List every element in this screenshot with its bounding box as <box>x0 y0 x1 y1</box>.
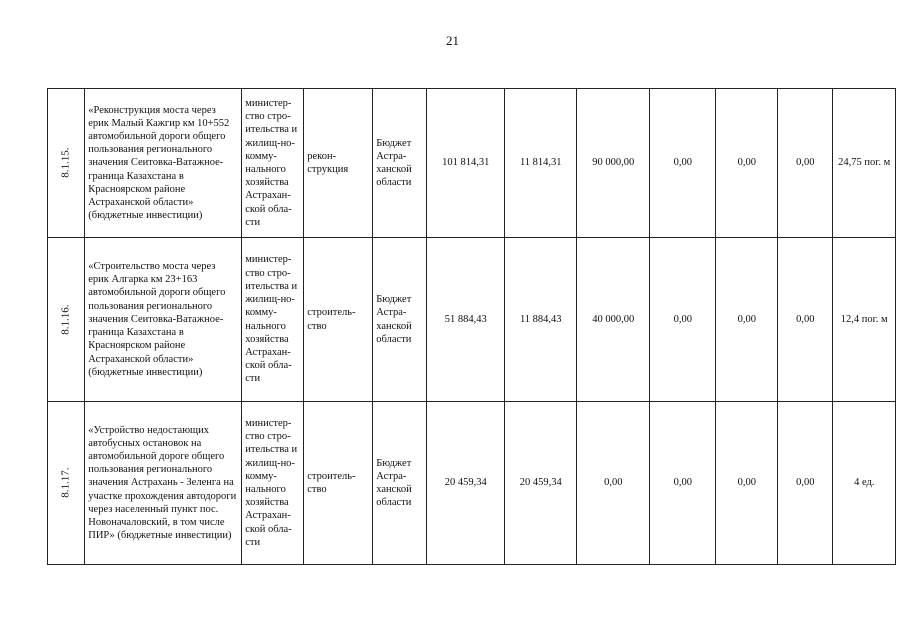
executor: министер-ство стро-ительства и жилищ-но-комму-нального хозяйства Астрахан-ской обла-сти <box>242 89 304 238</box>
value-2: 0,00 <box>577 402 650 565</box>
value-4: 0,00 <box>716 238 778 402</box>
program-table <box>47 88 896 565</box>
value-3: 0,00 <box>650 89 716 238</box>
table-row <box>48 402 896 565</box>
funding-source: Бюджет Астра-ханской области <box>373 402 427 565</box>
value-2: 40 000,00 <box>577 238 650 402</box>
measure-name: «Устройство недостающих автобусных остановок на автомобильной дороге общего пользования регионального значения Астрахань - Зеленга на участке прохождения автодороги через населенный пункт пос. Новоначаловский, в том числе ПИР» (бюджетные инвестиции) <box>85 402 242 565</box>
result-indicator: 24,75 пог. м <box>833 89 896 238</box>
table-row <box>48 238 896 402</box>
value-3: 0,00 <box>650 238 716 402</box>
total-value: 20 459,34 <box>427 402 505 565</box>
work-type: строитель-ство <box>304 402 373 565</box>
page-number: 21 <box>446 33 459 48</box>
work-type: рекон-струкция <box>304 89 373 238</box>
value-3: 0,00 <box>650 402 716 565</box>
result-indicator: 12,4 пог. м <box>833 238 896 402</box>
value-4: 0,00 <box>716 89 778 238</box>
funding-source: Бюджет Астра-ханской области <box>373 89 427 238</box>
executor: министер-ство стро-ительства и жилищ-но-комму-нального хозяйства Астрахан-ской обла-сти <box>242 402 304 565</box>
value-5: 0,00 <box>778 402 833 565</box>
table-row <box>48 89 896 238</box>
measure-name: «Строительство моста через ерик Алгарка км 23+163 автомобильной дороги общего пользования регионального значения Сеитовка-Ватажное-граница Казахстана в Красноярском районе Астраханской области» (бюджетные инвестиции) <box>85 238 242 402</box>
value-1: 20 459,34 <box>505 402 577 565</box>
value-4: 0,00 <box>716 402 778 565</box>
work-type: строитель-ство <box>304 238 373 402</box>
funding-source: Бюджет Астра-ханской области <box>373 238 427 402</box>
measure-name: «Реконструкция моста через ерик Малый Кажгир км 10+552 автомобильной дороги общего пользования регионального значения Сеитовка-Ватажное-граница Казахстана в Красноярском районе Астраханской области» (бюджетные инвестиции) <box>85 89 242 238</box>
value-2: 90 000,00 <box>577 89 650 238</box>
total-value: 51 884,43 <box>427 238 505 402</box>
value-1: 11 814,31 <box>505 89 577 238</box>
row-number: 8.1.15. <box>48 89 85 238</box>
value-5: 0,00 <box>778 238 833 402</box>
value-5: 0,00 <box>778 89 833 238</box>
row-number: 8.1.17. <box>48 402 85 565</box>
value-1: 11 884,43 <box>505 238 577 402</box>
executor: министер-ство стро-ительства и жилищ-но-комму-нального хозяйства Астрахан-ской обла-сти <box>242 238 304 402</box>
total-value: 101 814,31 <box>427 89 505 238</box>
row-number: 8.1.16. <box>48 238 85 402</box>
result-indicator: 4 ед. <box>833 402 896 565</box>
